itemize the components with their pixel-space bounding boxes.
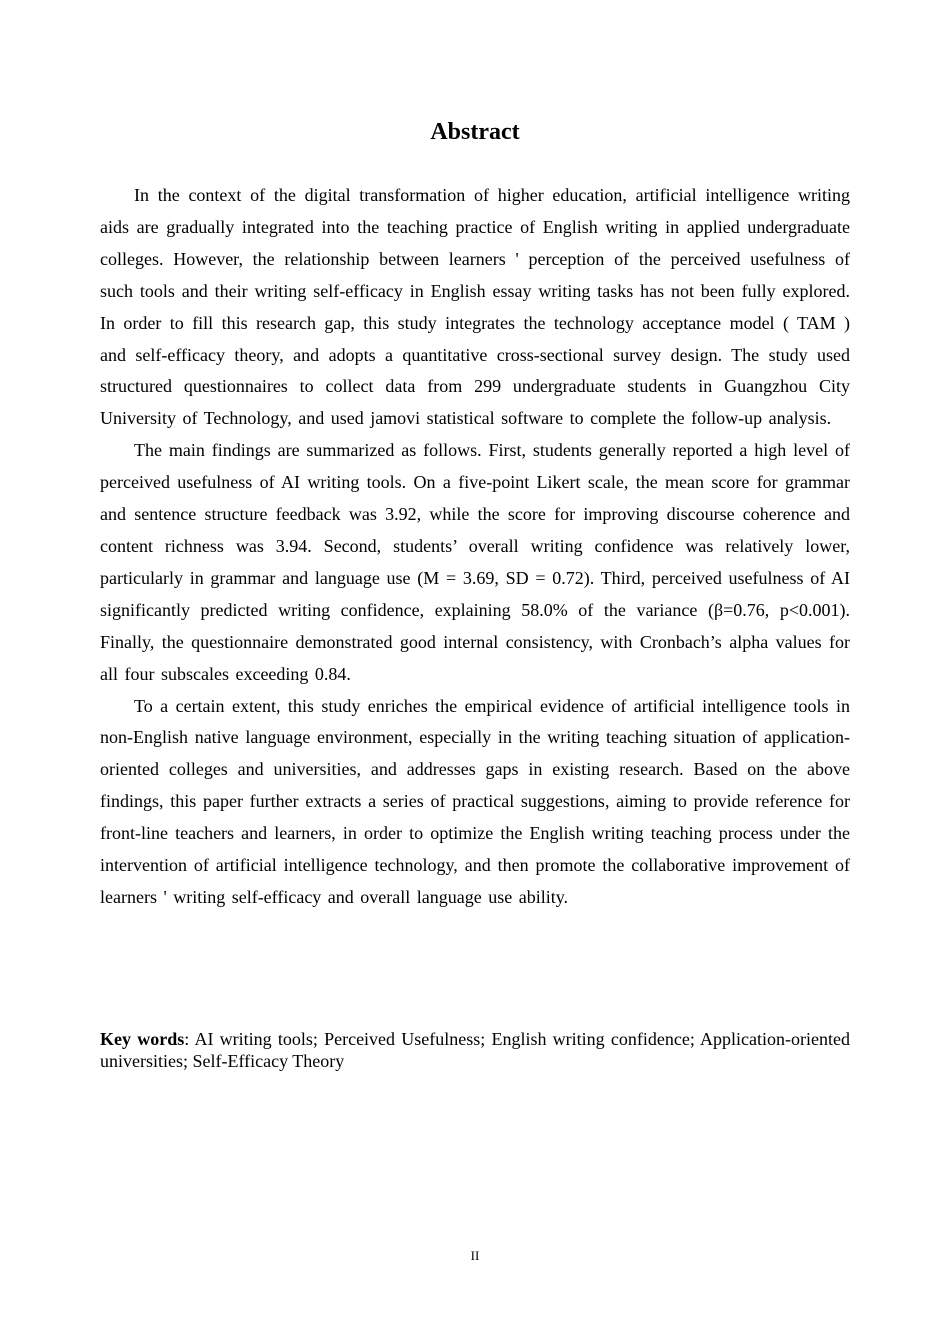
abstract-paragraph-3: To a certain extent, this study enriches the empirical evidence of artificial intelligence tools in non-English native language environment, especially in the writing teaching situation of application-oriented colleges and universities, and addresses gaps in existing research. Based on the above findings, this paper further extracts a series of practical suggestions, aiming to provide reference for front-line teachers and learners, in order to optimize the English writing teaching process under the intervention of artificial intelligence technology, and then promote the collaborative improvement of learners ' writing self-efficacy and overall language use ability.	[100, 695, 850, 907]
abstract-body	[100, 180, 850, 914]
abstract-paragraph-2: The main findings are summarized as follows. First, students generally reported a high level of perceived usefulness of AI writing tools. On a five-point Likert scale, the mean score for grammar and sentence structure feedback was 3.92, while the score for improving discourse coherence and content richness was 3.94. Second, students’ overall writing confidence was relatively lower, particularly in grammar and language use (M = 3.69, SD = 0.72). Third, perceived usefulness of AI significantly predicted writing confidence, explaining 58.0% of the variance (β=0.76, p<0.001). Finally, the questionnaire demonstrated good internal consistency, with Cronbach’s alpha values for all four subscales exceeding 0.84.	[100, 440, 850, 684]
keywords-text: AI writing tools; Perceived Usefulness; English writing confidence; Application-oriented universities; Self-Efficacy Theory	[100, 1029, 851, 1071]
abstract-title: Abstract	[430, 119, 520, 145]
keywords-separator: :	[184, 1029, 195, 1049]
keywords-label: Key words	[100, 1029, 185, 1049]
page-number: II	[470, 1248, 480, 1263]
abstract-paragraph-1: In the context of the digital transformation of higher education, artificial intelligence writing aids are gradually integrated into the teaching practice of English writing in applied undergraduate colleges. However, the relationship between learners ' perception of the perceived usefulness of such tools and their writing self-efficacy in English essay writing tasks has not been fully explored. In order to fill this research gap, this study integrates the technology acceptance model ( TAM ) and self-efficacy theory, and adopts a quantitative cross-sectional survey design. The study used structured questionnaires to collect data from 299 undergraduate students in Guangzhou City University of Technology, and used jamovi statistical software to complete the follow-up analysis.	[100, 185, 850, 429]
keywords-line	[100, 1028, 850, 1072]
document-page	[100, 0, 850, 1344]
